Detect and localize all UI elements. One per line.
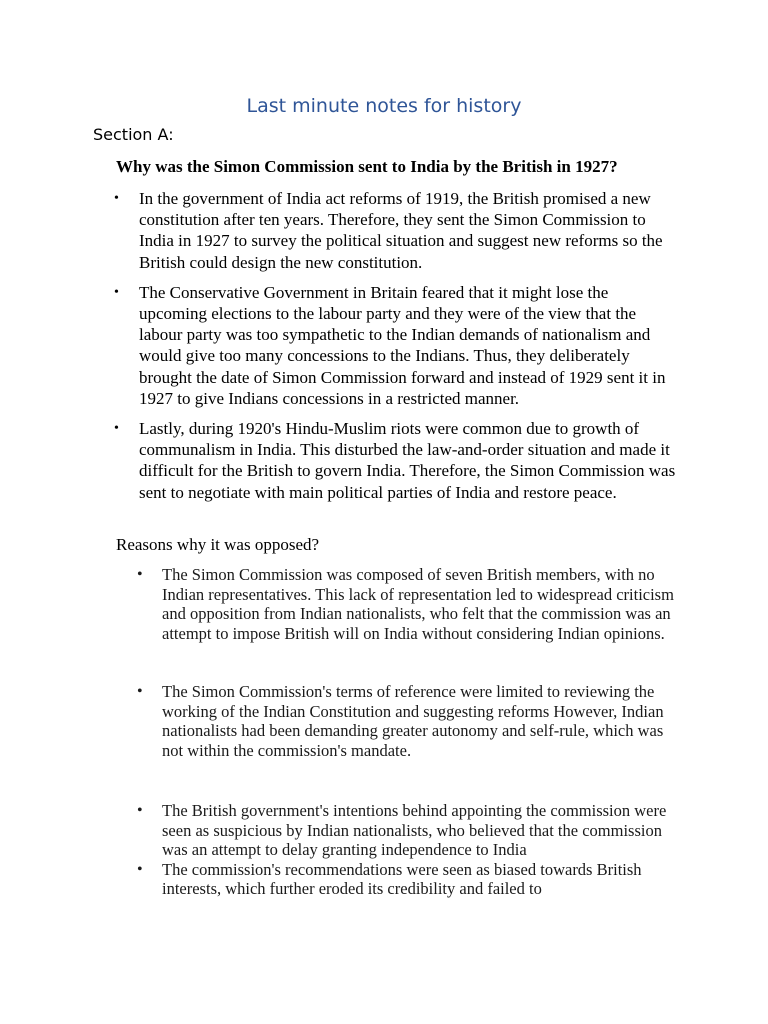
answer-text: In the government of India act reforms of 1919, the British promised a new constitution after ten years. Therefore, they sent the Simon Commission to India in 1927 to survey the political situation and suggest new reforms so the British could design the new constitution. (139, 189, 663, 272)
list-item (137, 801, 682, 860)
answer-list (114, 188, 679, 512)
bullet-icon: • (114, 284, 119, 300)
list-item (137, 682, 682, 760)
document-title: Last minute notes for history (246, 95, 522, 117)
section-heading: Section A: (93, 125, 174, 144)
bullet-icon: • (137, 802, 143, 819)
reason-text: The Simon Commission was composed of seven British members, with no Indian representatives. This lack of representation led to widespread criticism and opposition from Indian nationalists, who felt that the commission was an attempt to impose British will on India without considering Indian opinions. (162, 565, 674, 643)
reasons-list (137, 565, 682, 643)
bullet-icon: • (137, 683, 143, 700)
reasons-list (137, 682, 682, 760)
bullet-icon: • (114, 191, 119, 206)
answer-text: Lastly, during 1920's Hindu-Muslim riots were common due to growth of communalism in India. This disturbed the law-and-order situation and made it difficult for the British to govern India. Therefore, the Simon Commission was sent to negotiate with main political parties of India and restore peace. (139, 419, 676, 502)
bullet-icon: • (137, 860, 143, 878)
list-item (114, 418, 679, 503)
list-item (137, 565, 682, 643)
list-item (114, 282, 679, 409)
reasons-list (137, 801, 682, 899)
question-heading: Why was the Simon Commission sent to India by the British in 1927? (116, 157, 618, 176)
reasons-heading: Reasons why it was opposed? (116, 535, 320, 554)
list-item (137, 859, 682, 899)
bullet-icon: • (137, 566, 143, 583)
answer-text: The Conservative Government in Britain feared that it might lose the upcoming elections to the labour party and they were of the view that the labour party was too sympathetic to the Indian demands of nationalism and would give too many concessions to the Indians. Thus, they deliberately brought the date of Simon Commission forward and instead of 1929 sent it in 1927 to give Indians concessions in a restricted manner. (139, 282, 666, 408)
reason-text: The British government's intentions behind appointing the commission were seen as suspicious by Indian nationalists, who believed that the commission was an attempt to delay granting independence to India (162, 801, 667, 860)
reason-text: The commission's recommendations were seen as biased towards British interests, which further eroded its credibility and failed to (162, 859, 642, 899)
bullet-icon: • (114, 421, 119, 437)
list-item (114, 188, 679, 273)
reason-text: The Simon Commission's terms of reference were limited to reviewing the working of the Indian Constitution and suggesting reforms However, Indian nationalists had been demanding greater autonomy and self-rule, which was not within the commission's mandate. (162, 682, 664, 760)
